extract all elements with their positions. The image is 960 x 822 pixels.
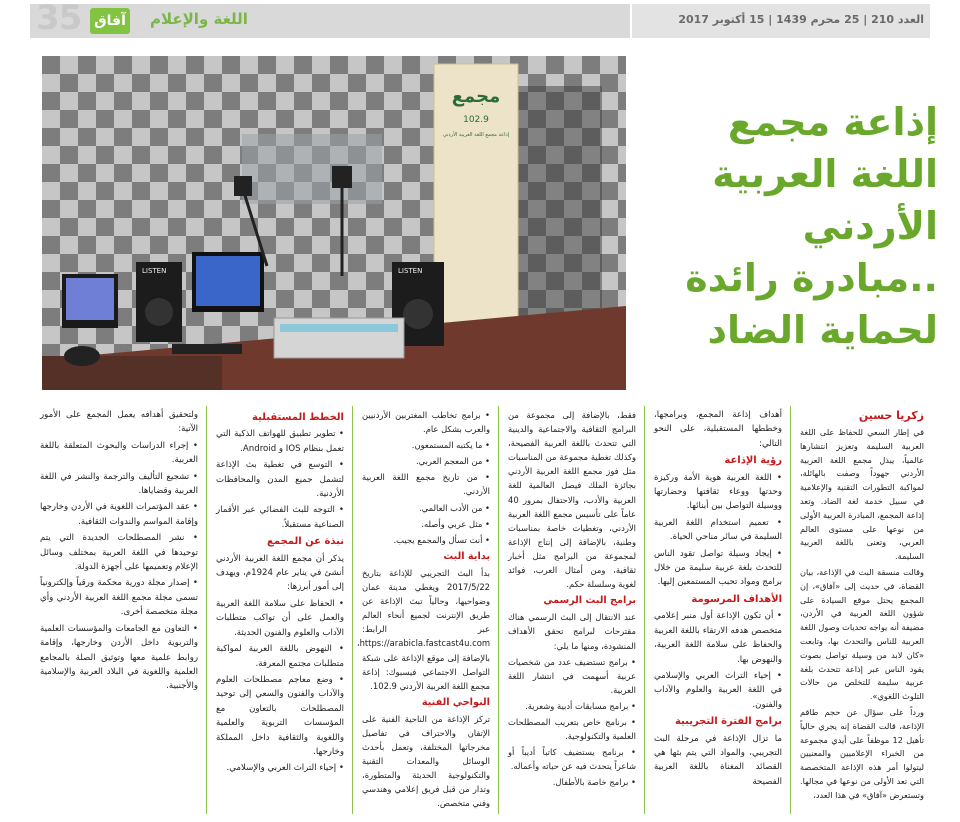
paragraph: تركز الإذاعة من الناحية الفنية على الإتقان والاحتراف في تفاصيل مخرجاتها المختلفة، وتعمل بأحدث الوسائل والمعدات التقنية والتكنولوجية الحديثة والمتطورة، وتدار من قبل فريق إعلامي وهندسي وفني متخصص.: [362, 713, 490, 809]
subheading: الخطط المستقبلية: [252, 412, 344, 423]
column-divider: [790, 406, 791, 814]
subheading: برامج البث الرسمي: [543, 595, 636, 607]
paragraph: • التعاون مع الجامعات والمؤسسات العلمية والتربوية داخل الأردن وخارجها، وإقامة روابط علمية معها وتوثيق الصلة بالمجامع العلمية واللغوية في البلاد العربية والإسلامية والأجنبية.: [40, 623, 198, 692]
radio-studio-photo: [42, 56, 626, 390]
paragraph: ما تزال الإذاعة في مرحلة البث التجريبي، والمواد التي يتم بثها هي القصائد المغناة باللغة العربية الفصيحة: [654, 733, 782, 787]
speaker-label-left: LISTEN: [142, 267, 167, 275]
paragraph: • اللغة العربية هوية الأمة وركيزة وحدتها ووعاء ثقافتها وحضارتها ووسيلة التواصل بين أبنائها.: [654, 472, 782, 512]
paragraph: أهداف إذاعة المجمع، وبرامجها، وخططها المستقبلية، على النحو التالي:: [654, 410, 782, 449]
paragraph: • تعميم استخدام اللغة العربية السليمة في سائر مناحي الحياة.: [654, 517, 782, 543]
paragraph: فقط، بالإضافة إلى مجموعة من البرامج الثقافية والاجتماعية والدينية التي تتحدث باللغة العربية الفصيحة، وكذلك تغطية مجموعة من المناسبات مثل فوز مجمع اللغة العربية الأردني بجائزة الملك فيصل العالمية للغة العربية والأدب، والاحتفال بمرور 40 عاماً على تأسيس مجمع اللغة العربية الأردني، وتغطيات خاصة بمناسبات وطنية، بالإضافة إلى إنتاج الإذاعة لمجموعة من البرامج مثل أخبار ثقافية، ومن أمثال العرب، فوائد لغوية وسلسلة حكم.: [508, 410, 636, 590]
title-line: اللغة العربية: [712, 152, 938, 196]
subheading: نبذة عن المجمع: [267, 536, 344, 548]
article-column-4: [356, 408, 490, 813]
paragraph: في إطار السعي للحفاظ على اللغة العربية السليمة وتعزيز انتشارها عالمياً، يبذل مجمع اللغة العربية الأردني جهوداً وصفت بالهائلة، لمواكبة التطورات التقنية والإعلامية في سبيل خدمة لغة الضاد. وتعد إذاعة المجمع، المبادرة العربية الأولى من نوعها على مستوى العالم العربي، وتعنى باللغة العربية السليمة.: [800, 427, 924, 562]
paragraph: • إجراء الدراسات والبحوث المتعلقة باللغة العربية.: [40, 440, 198, 466]
paragraph: • التوسع في تغطية بث الإذاعة لتشمل جميع المدن والمحافظات الأردنية.: [216, 460, 344, 500]
paragraph: • ما يكتبه المستمعون.: [411, 440, 490, 451]
paragraph: • من الأدب العالمي.: [418, 502, 490, 513]
article-column-3: [508, 408, 636, 791]
subheading: الأهداف المرسومة: [691, 593, 782, 605]
paragraph: • أنت تسأل والمجمع يجيب.: [393, 534, 490, 545]
title-line: الأردني: [802, 204, 938, 248]
page-header: [0, 0, 960, 42]
paragraph: • عقد المؤتمرات اللغوية في الأردن وخارجها وإقامة المواسم والندوات الثقافية.: [40, 502, 198, 527]
article-column-5: [216, 408, 344, 778]
subheading: النواحي الفنية: [421, 696, 490, 708]
column-divider: [206, 406, 207, 814]
title-line: ..مبادرة رائدة: [685, 256, 938, 300]
section-title: اللغة والإعلام: [150, 10, 248, 28]
article-column-1: [800, 426, 924, 805]
paragraph: عند الانتقال إلى البث الرسمي هناك مقترحات لبرامج تحقق الأهداف المنشودة، ومنها ما يلي:: [508, 612, 636, 651]
paragraph: • برامج تخاطب المغتربين الأردنيين والعرب بشكل عام.: [362, 410, 490, 435]
column-divider: [644, 406, 645, 814]
paragraph: • برامج خاصة بالأطفال.: [552, 777, 636, 788]
page-number: 35: [36, 0, 82, 38]
title-line: إذاعة مجمع: [727, 100, 938, 144]
title-line: لحماية الضاد: [707, 308, 938, 352]
paragraph: ولتحقيق أهدافه يعمل المجمع على الأمور الآتية:: [40, 410, 198, 435]
paragraph: • نشر المصطلحات الجديدة التي يتم توحيدها في اللغة العربية بمختلف وسائل الإعلام وتعميمها على أجهزة الدولة.: [40, 533, 198, 573]
paragraph: • النهوض باللغة العربية لمواكبة متطلبات مجتمع المعرفة.: [216, 644, 344, 669]
paragraph: وقالت منسقة البث في الإذاعة، بيان القضاة، في حديث إلى «آفاق»، إن المجمع يحتل موقع السيادة على شؤون اللغة العربية في الأردن، مضيفة أنه يواجه تحديات وصول اللغة العربية للناس والتحدث بها، وتابعت «كان لابد من وسيلة تواصل بصوت يقود الناس عبر إذاعة تتحدث بلغة عربية سليمة للتخلص من حالات التلوث اللغوي».: [800, 566, 924, 702]
banner-logo-text: مجمع: [451, 86, 501, 107]
paragraph: • برامج تستضيف عدد من شخصيات عربية أسهمت في انتشار اللغة العربية.: [508, 656, 636, 695]
subheading: بداية البث: [443, 550, 490, 562]
paragraph: • وضع معاجم مصطلحات العلوم والآداب والفنون والسعي إلى توحيد المصطلحات بالتعاون مع المؤسسات التربوية والعلمية واللغوية والثقافية داخل المملكة وخارجها.: [216, 674, 344, 757]
paragraph: يذكر أن مجمع اللغة العربية الأردني أنشئ في يناير عام 1924م، ويهدف إلى أمور أبرزها:: [216, 553, 344, 593]
column-divider: [352, 406, 353, 814]
issue-info: العدد 210 | 25 محرم 1439 | 15 أكتوبر 2017: [678, 13, 924, 26]
paragraph: • إصدار مجلة دورية محكمة ورقياً وإلكترونياً تسمى مجلة مجمع اللغة العربية الأردني وأي مجلة متخصصة أخرى.: [40, 578, 198, 618]
paragraph: • من تاريخ مجمع اللغة العربية الأردني.: [362, 472, 490, 497]
paragraph: • أن تكون الإذاعة أول منبر إعلامي متخصص هدفه الارتقاء باللغة العربية والحفاظ على سلامة اللغة العربية، والنهوض بها.: [654, 611, 782, 665]
paragraph: • برامج مسابقات أدبية وشعرية.: [525, 700, 636, 711]
paragraph: ورداً على سؤال عن حجم طاقم الإذاعة، قالت القضاة إنه يجري حالياً تأهيل 12 موظفاً على أيدي مجموعة من الخبراء الإعلاميين والمعنيين ليتولوا أمر هذه الإذاعة المتخصصة التي تعد الأولى من نوعها في مجالها. وتستعرض «آفاق» في هذا العدد،: [800, 706, 924, 800]
paragraph: • التوجه للبث الفضائي عبر الأقمار الصناعية مستقبلاً.: [216, 505, 344, 530]
subheading: برامج الفترة التجريبية: [674, 716, 782, 728]
paragraph: • إحياء التراث العربي والإسلامي في اللغة العربية والعلوم والآداب والفنون.: [654, 670, 782, 710]
paragraph: • من المعجم العربي.: [415, 456, 490, 467]
paragraph: • برنامج يستضيف كاتباً أديباً أو شاعراً يتحدث فيه عن حياته وأعماله.: [508, 747, 636, 772]
paragraph: • إحياء التراث العربي والإسلامي.: [226, 763, 344, 774]
paragraph: • الحفاظ على سلامة اللغة العربية والعمل على أن تواكب متطلبات الآداب والعلوم والفنون الحديثة.: [216, 598, 344, 638]
speaker-label-right: LISTEN: [398, 267, 423, 275]
banner-subtitle: إذاعة مجمع اللغة العربية الأردني: [442, 132, 510, 138]
article-title: [640, 96, 938, 356]
article-column-2: [654, 408, 782, 791]
author-byline: زكريا حسين: [858, 409, 924, 422]
paragraph: • مثل عربي وأصله.: [421, 518, 490, 529]
article-column-6: [40, 408, 198, 696]
paragraph: • تشجيع التأليف والترجمة والنشر في اللغة العربية وقضاياها.: [40, 471, 198, 497]
subheading: رؤية الإذاعة: [724, 455, 782, 467]
publication-logo: آفاق: [90, 8, 130, 34]
paragraph: • إيجاد وسيلة تواصل تقود الناس للتحدث بلغة عربية سليمة من خلال برامج ومواد تحبب المستمعين إليها.: [654, 548, 782, 588]
paragraph: • تطوير تطبيق للهواتف الذكية التي تعمل بنظام IOS و Android.: [216, 429, 344, 454]
column-divider: [498, 406, 499, 814]
paragraph: • برنامج خاص بتعريب المصطلحات العلمية والتكنولوجية.: [508, 716, 636, 742]
paragraph: بدأ البث التجريبي للإذاعة بتاريخ 2017/5/22 ويغطي مدينة عمان وضواحيها، وحالياً تبث الإذاعة عن طريق الإنترنت لجميع أنحاء العالم عبر الرابط: https://arabicla.fastcast4u.com، بالإضافة إلى موقع الإذاعة على شبكة التواصل الاجتماعي فيسبوك: إذاعة مجمع اللغة العربية الأردني 102.9.: [356, 567, 490, 691]
banner-frequency: 102.9: [463, 115, 489, 125]
